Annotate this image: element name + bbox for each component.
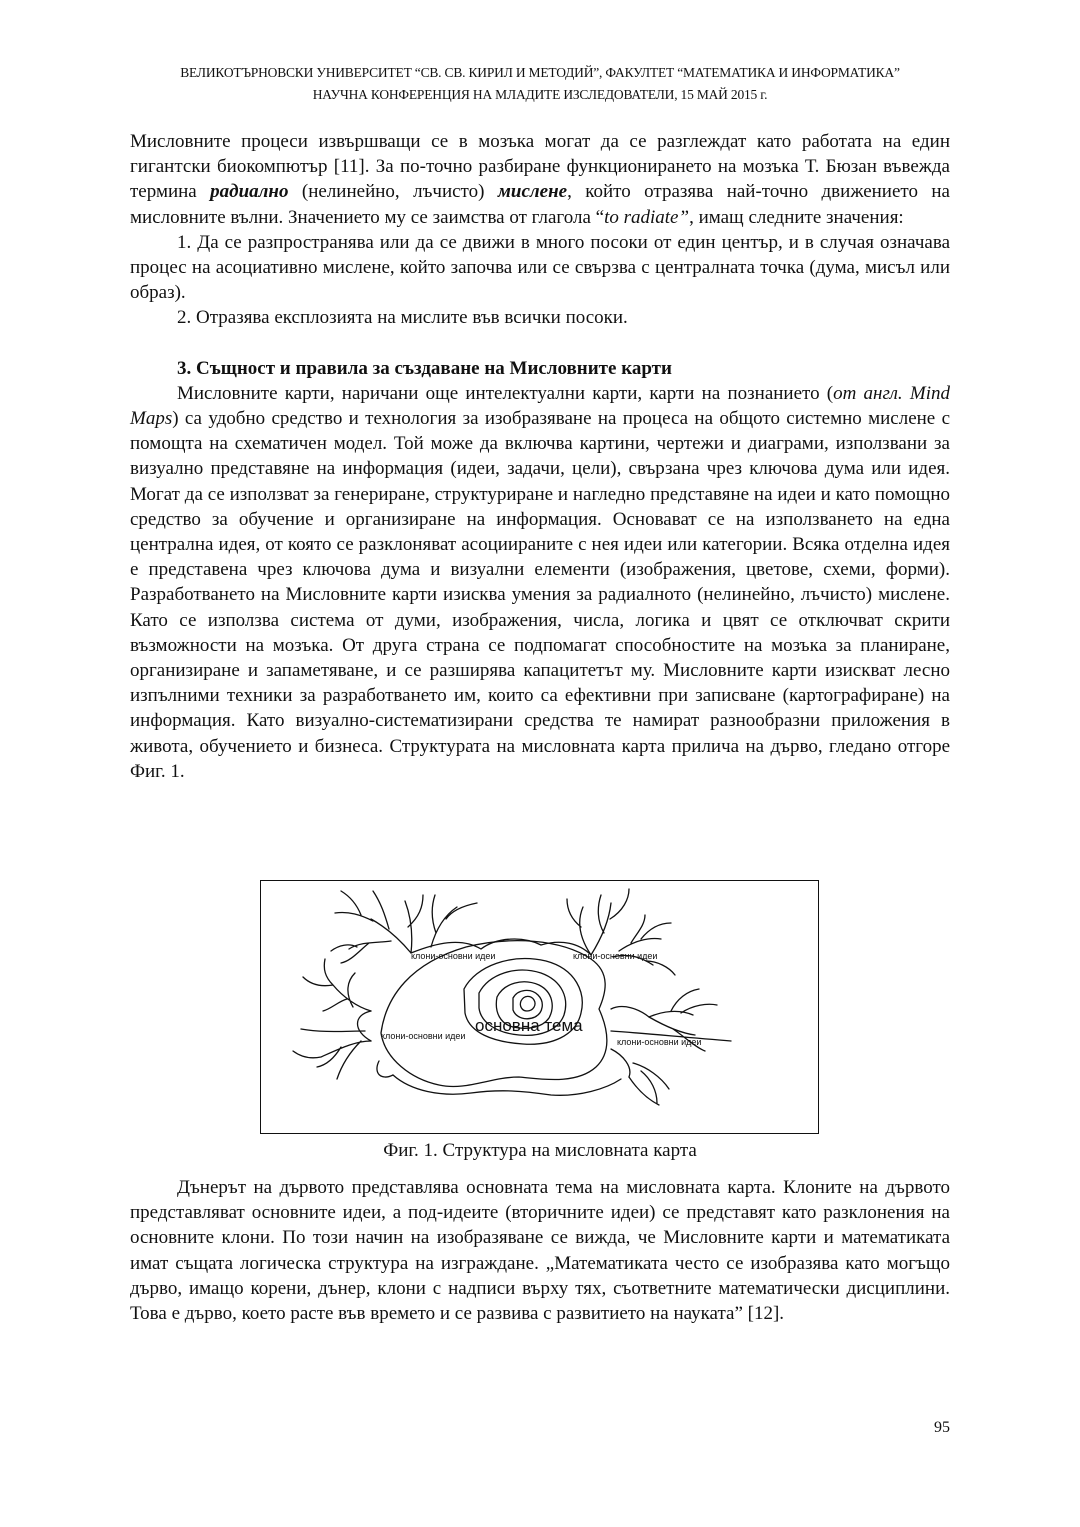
intro-text: Мисловните процеси извършващи се в мозъка могат да се разглеждат като работата на един гигантски биокомпютър [11]. За по-точно разбиране функционирането на мозъка Т. Бюзан въвежда термина [130,131,950,203]
meaning-item-2: 2. Отразява експлозията на мислите във всички посоки. [177,307,628,329]
section-text: Мисловните карти, наричани още интелектуални карти, карти на познанието ( [177,382,834,404]
header-line-1: ВЕЛИКОТЪРНОВСКИ УНИВЕРСИТЕТ “СВ. СВ. КИРИЛ И МЕТОДИЙ”, ФАКУЛТЕТ “МАТЕМАТИКА И ИНФОРМАТИКА” [180,65,900,80]
header-line-2: НАУЧНА КОНФЕРЕНЦИЯ НА МЛАДИТЕ ИЗСЛЕДОВАТЕЛИ, 15 МАЙ 2015 г. [312,87,768,102]
branch-left [293,959,371,1079]
branch-label-top-left: клони-основни идеи [411,951,496,961]
branch-right [611,989,731,1105]
section-italic: от англ. Mind Maps [130,382,951,430]
branch-top-right [567,889,675,975]
section-heading: 3. Същност и правила за създаване на Мисловните карти [177,357,672,379]
meaning-item-1: 1. Да се разпространява или да се движи в много посоки от един център, и в случая означава процес на асоциативно мислене, който започва или се свързва с централната точка (дума, мисъл или образ). [130,231,950,304]
figure-mind-map [260,880,819,1134]
intro-text: , имащ следните значения: [689,206,904,228]
page-header [130,62,950,106]
verb-to-radiate: to radiate” [604,206,690,228]
main-text-bottom [130,1175,950,1326]
center-topic-label: основна тема [475,1016,583,1035]
mind-map-tree-drawing [261,881,817,1132]
term-thinking: мислене [497,181,568,203]
intro-paragraph [130,129,950,230]
term-radial: радиално [210,181,289,203]
closing-paragraph: Дънерът на дървото представлява основната тема на мисловната карта. Клоните на дървото представляват основните идеи, а под-идеите (вторичните идеи) се представят като разклонения на основните клони. По този начин на изобразяване се вижда, че Мисловните карти и математиката имат същата логическа структура на изграждане. „Математиката често се изобразява като могъщо дърво, имащо корени, дънер, клони с надписи върху тях, съответните математически дисциплини. Това е дърво, което расте във времето и се развива с развитието на науката” [12]. [130,1177,950,1325]
branch-label-top-right: клони-основни идеи [573,951,658,961]
section-paragraph [130,381,950,784]
intro-text: , който отразява най-точно движението на мисловните вълни. Значението му се заимства от глагола “ [130,181,950,228]
branch-label-left: клони-основни идеи [381,1031,466,1041]
intro-text: (нелинейно, лъчисто) [288,181,498,203]
trunk-ring [513,990,542,1018]
figure-caption: Фиг. 1. Структура на мисловната карта [383,1140,697,1161]
branch-label-right: клони-основни идеи [617,1037,702,1047]
trunk-ring [520,996,535,1011]
page-number: 95 [934,1419,950,1436]
trunk-ring [381,941,607,1087]
section-text: ) са удобно средство и технология за изобразяване на процеса на общото системно мислене с помощта на схематичен модел. Той може да включва картини, чертежи и диаграми, използвани за визуално представяне на информация (идеи, задачи, цели), свързана чрез ключова дума или идея. Могат да се използват за генериране, структуриране и нагледно представяне на идеи и като помощно средство за обучение и организиране на информация. Основават се на използването на една централна идея, от която се разклоняват асоциираните с нея идеи или категории. Всяка отделна идея е представена чрез ключова дума и визуални елементи (изображения, цветове, схеми, форми). Разработването на Мисловните карти изисква умения за радиалното (нелинейно, лъчисто) мислене. Като се използва система от думи, изображения, числа, логика и цвят се отключват скрити възможности на мозъка. От друга страна се подпомагат способностите на мозъка за планиране, организиране и запаметяване, и се разширява капацитетът му. Мисловните карти изискват лесно изпълними техники за разработването им, които са ефективни при записване (картографиране) на информация. Като визуално-систематизирани средства те намират разнообразни приложения в живота, обучението и бизнеса. Структурата на мисловната карта прилича на дърво, гледано отгоре Фиг. 1. [130,408,950,782]
main-text-top [130,129,950,784]
